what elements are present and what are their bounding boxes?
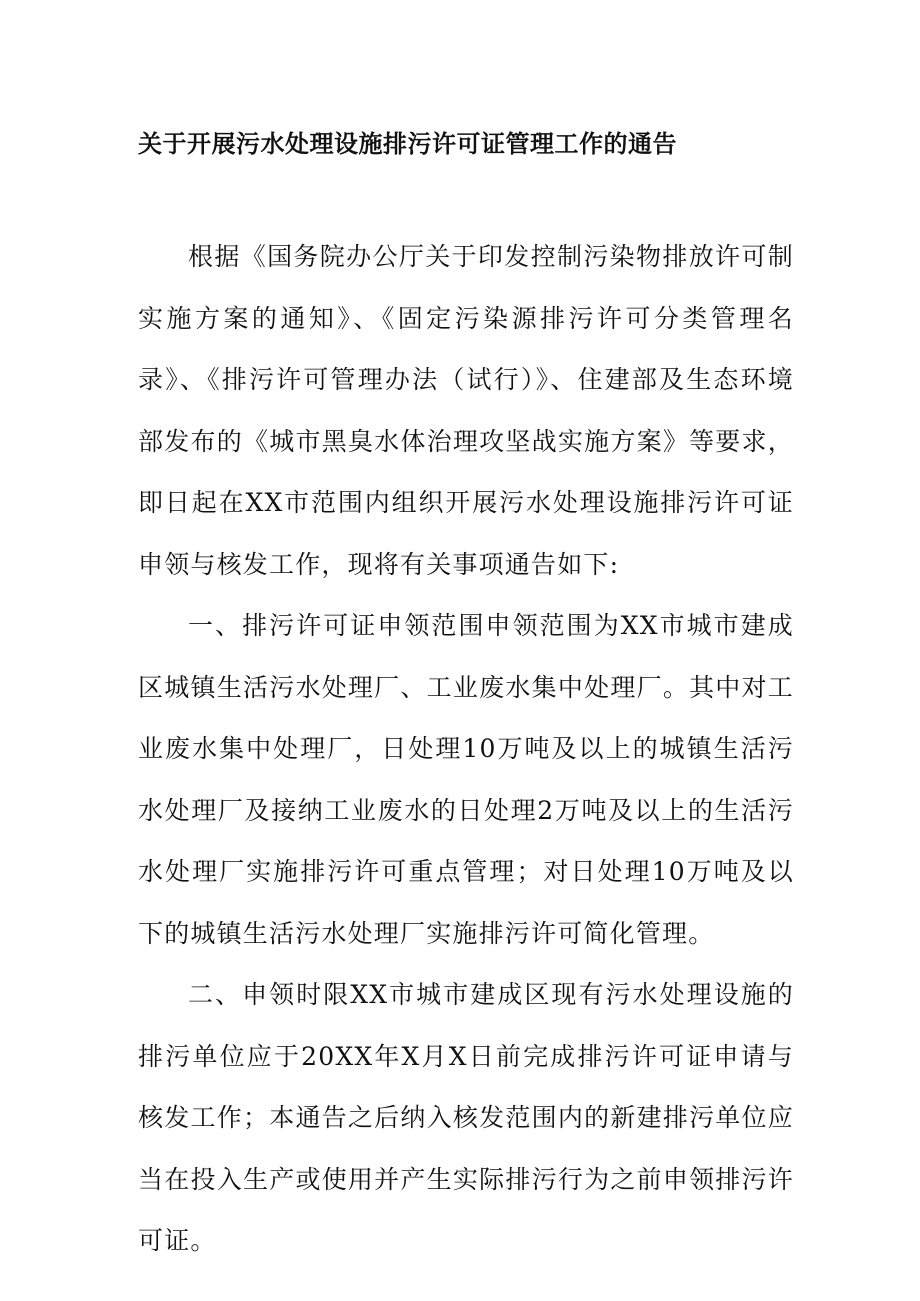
paragraph-deadline: 二、申领时限XX市城市建成区现有污水处理设施的排污单位应于20XX年X月X日前完成排污许可证申请与核发工作；本通告之后纳入核发范围内的新建排污单位应当在投入生产或使用并产生实际排污行为之前申领排污许可证。 [138,980,794,1255]
document-body [138,226,794,1272]
document-title: 关于开展污水处理设施排污许可证管理工作的通告 [138,130,677,158]
paragraph-scope: 一、排污许可证申领范围申领范围为XX市城市建成区城镇生活污水处理厂、工业废水集中处理厂。其中对工业废水集中处理厂，日处理10万吨及以上的城镇生活污水处理厂及接纳工业废水的日处理2万吨及以上的生活污水处理厂实施排污许可重点管理；对日处理10万吨及以下的城镇生活污水处理厂实施排污许可简化管理。 [138,611,794,948]
paragraph-intro: 根据《国务院办公厅关于印发控制污染物排放许可制实施方案的通知》、《固定污染源排污许可分类管理名录》、《排污许可管理办法（试行）》、住建部及生态环境部发布的《城市黑臭水体治理攻坚战实施方案》等要求，即日起在XX市范围内组织开展污水处理设施排污许可证申领与核发工作，现将有关事项通告如下: [138,242,794,579]
